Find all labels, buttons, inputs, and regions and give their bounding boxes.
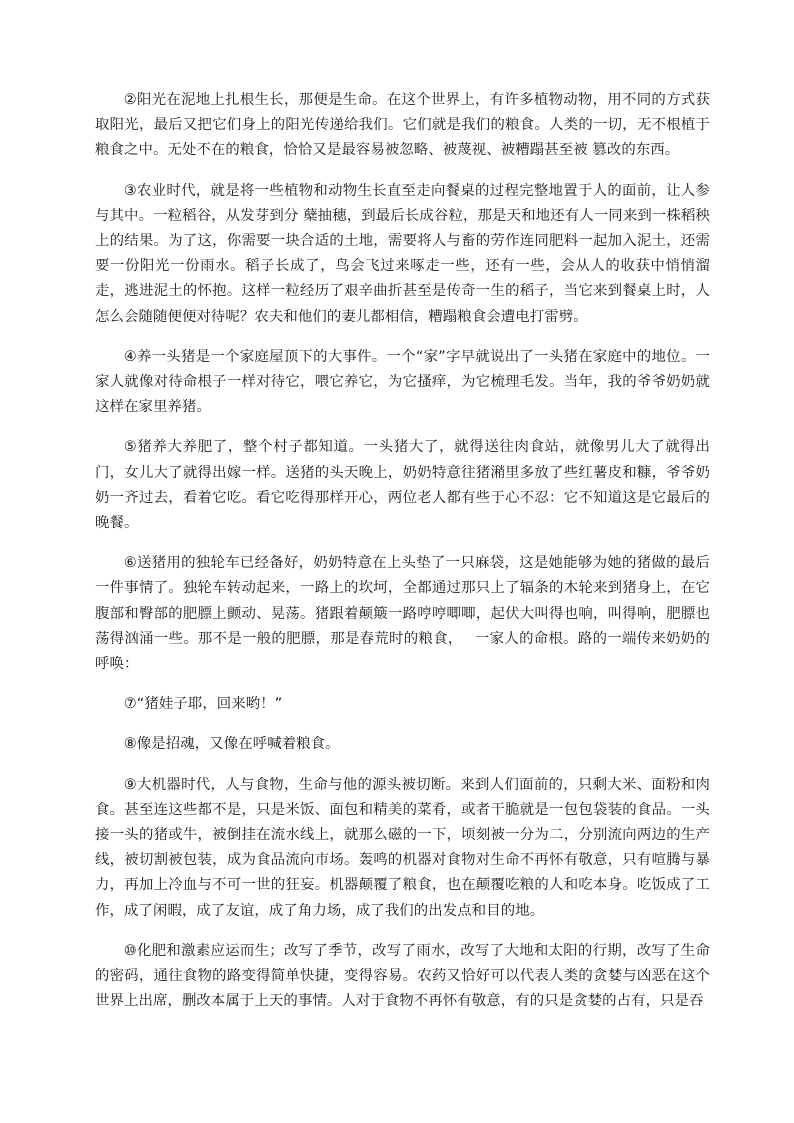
paragraph-7: ⑦“猪娃子耶，回来哟！” [123,696,283,713]
paragraph-5: ⑤猪养大养肥了，整个村子都知道。一头猪大了，就得送往肉食站，就像男儿大了就得出门，女儿大了就得出嫁一样。送猪的头天晚上，奶奶特意往猪潲里多放了些红薯皮和糠，爷爷奶奶一齐过去，看着它吃。看它吃得那样开心，两位老人都有些于心不忍：它不知道这是它最后的晚餐。 [95,439,710,532]
paragraph-8: ⑧像是招魂，又像在呼喊着粮食。 [123,736,340,753]
paragraph-2: ②阳光在泥地上扎根生长，那便是生命。在这个世界上，有许多植物动物，用不同的方式获取阳光，最后又把它们身上的阳光传递给我们。它们就是我们的粮食。人类的一切，无不根植于粮食之中。无处不在的粮食，恰恰又是最容易被忽略、被蔑视、被糟蹋甚至被 篡改的东西。 [95,92,710,159]
paragraph-9: ⑨大机器时代，人与食物，生命与他的源头被切断。来到人们面前的，只剩大米、面粉和肉食。甚至连这些都不是，只是米饭、面包和精美的菜肴，或者干脆就是一包包袋装的食品。一头接一头的猪或牛，被倒挂在流水线上，就那么磁的一下，顷刻被一分为二，分别流向两边的生产线，被切割被包装，成为食品流向市场。轰鸣的机器对食物对生命不再怀有敬意，只有喧腾与暴力，再加上冷血与不可一世的狂妄。机器颠覆了粮食，也在颠覆吃粮的人和吃本身。吃饭成了工作，成了闲暇，成了友谊，成了角力场，成了我们的出发点和目的地。 [95,776,710,919]
paragraph-10: ⑩化肥和激素应运而生；改写了季节，改写了雨水，改写了大地和太阳的行期，改写了生命的密码，通往食物的路变得简单快捷，变得容易。农药又恰好可以代表人类的贪婪与凶恶在这个世界上出席，删改本属于上天的事情。人对于食物不再怀有敬意，有的只是贪婪的占有，只是吞 [95,942,710,1010]
paragraph-6: ⑥送猪用的独轮车已经备好，奶奶特意在上头垫了一只麻袋，这是她能够为她的猪做的最后一件事情了。独轮车转动起来，一路上的坎坷，全都通过那只上了辐条的木轮来到猪身上，在它腹部和臀部的肥膘上颤动、晃荡。猪跟着颠簸一路哼哼唧唧，起伏大叫得也响，叫得响，肥膘也荡得汹涌一些。那不是一般的肥膘，那是春荒时的粮食， 一家人的命根。路的一端传来奶奶的呼唤： [95,555,710,673]
paragraph-3: ③农业时代，就是将一些植物和动物生长直至走向餐桌的过程完整地置于人的面前，让人参与其中。一粒稻谷，从发芽到分 蘖抽穗，到最后长成谷粒，那是天和地还有人一同来到一株稻秧上的结果。为了这，你需要一块合适的土地，需要将人与畜的劳作连同肥料一起加入泥土，还需要一份阳光一份雨水。稻子长成了，鸟会飞过来啄走一些，还有一些，会从人的收获中悄悄溜走，逃进泥土的怀抱。这样一粒经历了艰辛曲折甚至是传奇一生的稻子，当它来到餐桌上时，人怎么会随随便便对待呢？农夫和他们的妻儿都相信，糟蹋粮食会遭电打雷劈。 [95,182,710,325]
paragraph-4: ④养一头猪是一个家庭屋顶下的大事件。一个“家”字早就说出了一头猪在家庭中的地位。一家人就像对待命根子一样对待它，喂它养它，为它搔痒，为它梳理毛发。当年，我的爷爷奶奶就这样在家里养猪。 [95,348,710,416]
